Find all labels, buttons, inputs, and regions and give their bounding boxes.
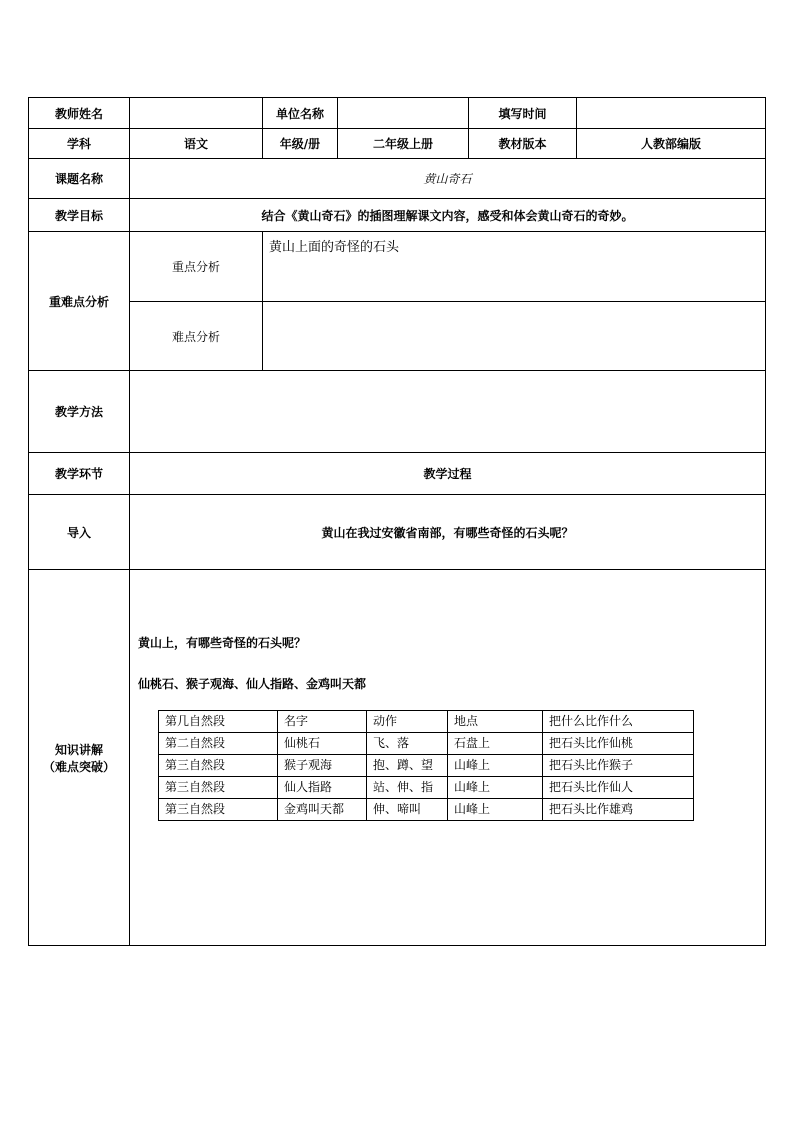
subject-value: 语文 <box>130 129 263 159</box>
table-cell: 金鸡叫天都 <box>278 799 367 821</box>
table-cell: 把石头比作雄鸡 <box>543 799 694 821</box>
teacher-value <box>130 98 263 129</box>
method-label: 教学方法 <box>29 371 130 453</box>
lesson-row <box>29 159 766 199</box>
table-row <box>159 799 694 821</box>
method-row <box>29 371 766 453</box>
goal-label: 教学目标 <box>29 199 130 232</box>
unit-value <box>338 98 469 129</box>
teacher-label: 教师姓名 <box>29 98 130 129</box>
table-cell: 把石头比作猴子 <box>543 755 694 777</box>
process-label: 教学过程 <box>130 453 766 495</box>
table-cell: 山峰上 <box>448 777 543 799</box>
knowledge-label-line2: （难点突破） <box>42 759 115 774</box>
analysis-label: 重难点分析 <box>29 232 130 371</box>
process-step-label: 教学环节 <box>29 453 130 495</box>
lesson-label: 课题名称 <box>29 159 130 199</box>
difficult-analysis-text <box>263 302 766 371</box>
table-header-cell: 把什么比作什么 <box>543 711 694 733</box>
table-cell: 抱、蹲、望 <box>367 755 448 777</box>
grade-label: 年级/册 <box>263 129 338 159</box>
knowledge-row <box>29 570 766 946</box>
method-text <box>130 371 766 453</box>
table-header-cell: 第几自然段 <box>159 711 278 733</box>
difficult-analysis-label: 难点分析 <box>130 302 263 371</box>
knowledge-label <box>29 570 130 946</box>
table-cell: 把石头比作仙人 <box>543 777 694 799</box>
stones-table-header <box>159 711 694 733</box>
knowledge-answer: 仙桃石、猴子观海、仙人指路、金鸡叫天都 <box>138 677 367 691</box>
stones-table <box>158 710 694 821</box>
goal-text: 结合《黄山奇石》的插图理解课文内容，感受和体会黄山奇石的奇妙。 <box>130 199 766 232</box>
grade-value: 二年级上册 <box>338 129 469 159</box>
table-cell: 第三自然段 <box>159 799 278 821</box>
key-analysis-label: 重点分析 <box>130 232 263 302</box>
table-cell: 山峰上 <box>448 799 543 821</box>
table-cell: 站、伸、指 <box>367 777 448 799</box>
header-row <box>29 98 766 129</box>
time-value <box>577 98 766 129</box>
table-cell: 第三自然段 <box>159 755 278 777</box>
goal-row <box>29 199 766 232</box>
knowledge-label-line1: 知识讲解 <box>54 742 103 757</box>
table-header-cell: 地点 <box>448 711 543 733</box>
table-cell: 猴子观海 <box>278 755 367 777</box>
table-row <box>159 733 694 755</box>
lesson-title: 黄山奇石 <box>130 159 766 199</box>
key-analysis-text: 黄山上面的奇怪的石头 <box>263 232 766 302</box>
table-cell: 飞、落 <box>367 733 448 755</box>
table-cell: 第二自然段 <box>159 733 278 755</box>
difficult-analysis-row <box>29 302 766 371</box>
table-cell: 仙人指路 <box>278 777 367 799</box>
intro-label: 导入 <box>29 495 130 570</box>
knowledge-question: 黄山上，有哪些奇怪的石头呢？ <box>138 636 307 650</box>
info-row <box>29 129 766 159</box>
edition-value: 人教部编版 <box>577 129 766 159</box>
subject-label: 学科 <box>29 129 130 159</box>
unit-label: 单位名称 <box>263 98 338 129</box>
edition-label: 教材版本 <box>469 129 577 159</box>
table-cell: 伸、啼叫 <box>367 799 448 821</box>
process-header-row <box>29 453 766 495</box>
intro-row <box>29 495 766 570</box>
knowledge-content <box>130 570 766 946</box>
intro-text: 黄山在我过安徽省南部，有哪些奇怪的石头呢？ <box>130 495 766 570</box>
table-cell: 把石头比作仙桃 <box>543 733 694 755</box>
lesson-plan-table <box>28 97 766 946</box>
time-label: 填写时间 <box>469 98 577 129</box>
table-header-cell: 名字 <box>278 711 367 733</box>
table-header-cell: 动作 <box>367 711 448 733</box>
table-cell: 石盘上 <box>448 733 543 755</box>
table-row <box>159 755 694 777</box>
table-cell: 仙桃石 <box>278 733 367 755</box>
table-row <box>159 777 694 799</box>
key-analysis-row <box>29 232 766 302</box>
table-cell: 山峰上 <box>448 755 543 777</box>
table-cell: 第三自然段 <box>159 777 278 799</box>
